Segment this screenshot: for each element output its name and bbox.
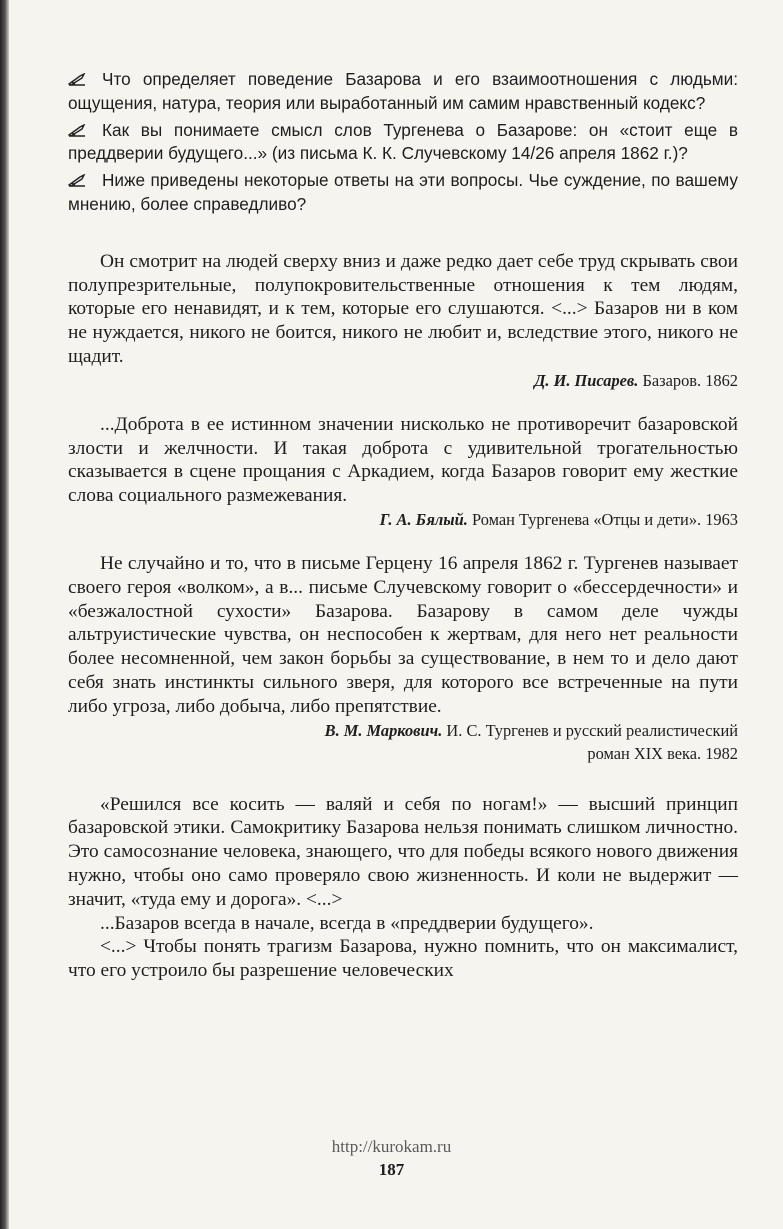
critic-quote: [68, 793, 738, 983]
book-page: [68, 68, 738, 983]
watermark-url: http://kurokam.ru: [331, 1137, 452, 1156]
attribution-author: Д. И. Писарев.: [534, 370, 639, 390]
quote-paragraph: «Решился все косить — валяй и себя по ногам!» — высший принцип базаровской этики. Самокритику Базарова нельзя понимать слишком личностно. Это самосознание человека, знающего, что для победы всякого нового движения нужно, чтобы оно само проверяло свою жизненность. И коли не выдержит — значит, «туда ему и дорога». <...>: [68, 793, 738, 910]
quote-paragraph: ...Базаров всегда в начале, всегда в «преддверии будущего».: [100, 912, 594, 934]
quote-paragraph: Не случайно и то, что в письме Герцену 16 апреля 1862 г. Тургенев называет своего героя «волком», а в... письме Случевскому говорит о «бессердечности» и «безжалостной сухости» Базарова. Базарову в самом деле чужды альтруистические чувства, он неспособен к жертвам, для него нет реальности более несомненной, чем закон борьбы за существование, в нем то и дело дают себя знать инстинкты сильного зверя, для которого все встреченные на пути либо угроза, либо добыча, либо препятствие.: [68, 552, 738, 717]
question-item: [68, 169, 738, 217]
attribution-source-line2: роман XIX века. 1982: [587, 743, 738, 763]
page-number: 187: [378, 1160, 405, 1179]
attribution-author: Г. А. Бялый.: [379, 509, 468, 529]
quote-paragraph: Он смотрит на людей сверху вниз и даже редко дает себе труд скрывать свои полупрезрительные, полупокровительственные отношения к тем людям, которые его ненавидят, и к тем, которые его слушаются. <...> Базаров ни в ком не нуждается, никого не боится, никого не любит и, вследствие этого, никого не щадит.: [68, 250, 738, 367]
pen-icon: [68, 124, 86, 137]
attribution-source: Роман Тургенева «Отцы и дети». 1963: [472, 509, 738, 529]
attribution-source: Базаров. 1862: [642, 370, 738, 390]
question-item: [68, 68, 738, 116]
question-item: [68, 119, 738, 167]
quote-paragraph: ...Доброта в ее истинном значении нисколько не противоречит базаровской злости и желчности. И такая доброта с удивительной трогательностью сказывается в сцене прощания с Аркадием, когда Базаров говорит ему жесткие слова социального размежевания.: [68, 413, 738, 507]
quote-paragraph: <...> Чтобы понять трагизм Базарова, нужно помнить, что он максималист, что его устроило бы разрешение человеческих: [68, 936, 738, 982]
critic-quote: [68, 250, 738, 369]
attribution-source: И. С. Тургенев и русский реалистический: [446, 720, 738, 740]
page-binding-edge: [0, 0, 9, 1229]
quote-attribution: [68, 508, 738, 531]
question-text: Что определяет поведение Базарова и его взаимоотношения с людьми: ощущения, натура, теория или выработанный им самим нравственный кодекс?: [68, 69, 738, 113]
critic-quote: [68, 552, 738, 719]
quote-attribution: [68, 719, 738, 765]
critic-quote: [68, 413, 738, 508]
attribution-author: В. М. Маркович.: [324, 720, 443, 740]
pen-icon: [68, 73, 86, 86]
pen-icon: [68, 174, 86, 187]
question-text: Ниже приведены некоторые ответы на эти вопросы. Чье суждение, по вашему мнению, более справедливо?: [68, 170, 738, 214]
quote-attribution: [68, 369, 738, 392]
question-text: Как вы понимаете смысл слов Тургенева о Базарове: он «стоит еще в преддверии будущего...» (из письма К. К. Случевскому 14/26 апреля 1862 г.)?: [68, 119, 738, 164]
